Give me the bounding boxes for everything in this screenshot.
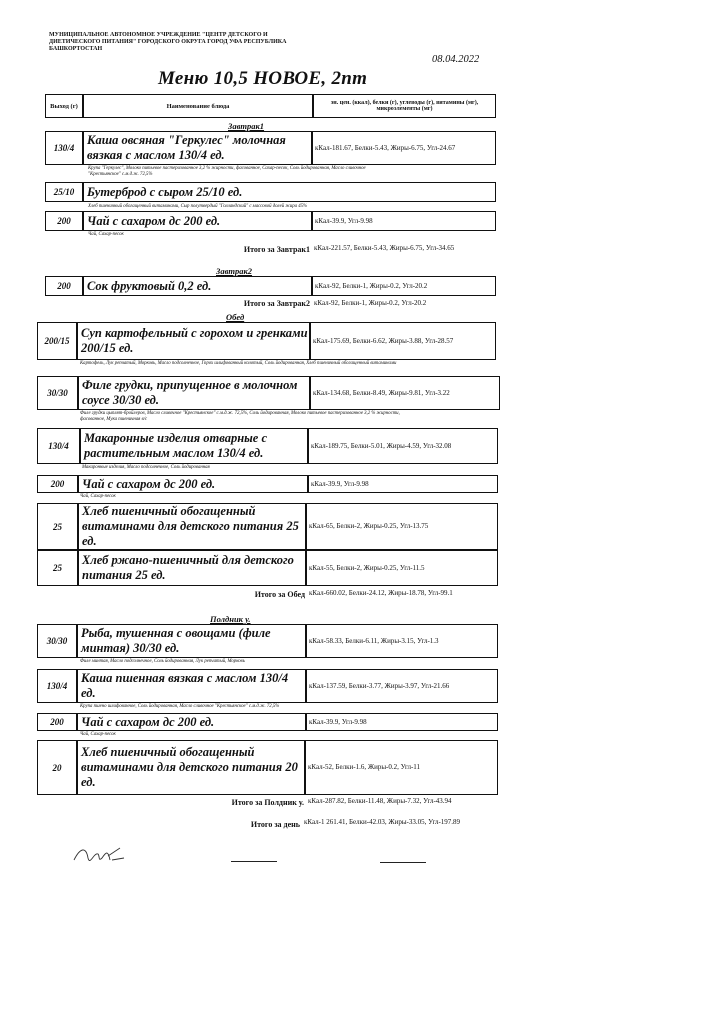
item-name: Бутерброд с сыром 25/10 ед. <box>83 182 496 202</box>
item-name: Чай с сахаром дс 200 ед. <box>78 475 308 493</box>
item-name: Хлеб ржано-пшеничный для детского питания 25 ед. <box>78 550 306 586</box>
item-qty: 130/4 <box>37 669 77 703</box>
signature-image <box>72 838 132 868</box>
item-ingredients: Макаронные изделия, Масло подсолнечное, Соль йодированная <box>82 465 210 470</box>
item-name: Чай с сахаром дс 200 ед. <box>77 713 306 731</box>
item-name: Хлеб пшеничный обогащенный витаминами для детского питания 25 ед. <box>78 503 306 550</box>
item-nutrition: кКал-134.68, Белки-8.49, Жиры-9.81, Угл-3.22 <box>310 376 500 410</box>
item-nutrition: кКал-137.59, Белки-3.77, Жиры-3.97, Угл-21.66 <box>306 669 498 703</box>
section-snack: Полдник у. <box>210 614 251 624</box>
item-qty: 25 <box>37 550 78 586</box>
item-qty: 200 <box>45 211 83 231</box>
item-qty: 25 <box>37 503 78 550</box>
item-nutrition: кКал-39.9, Угл-9.98 <box>312 211 496 231</box>
menu-date: 08.04.2022 <box>432 54 480 65</box>
item-nutrition: кКал-189.75, Белки-5.01, Жиры-4.59, Угл-32.08 <box>308 428 498 464</box>
item-qty: 200 <box>37 713 77 731</box>
item-nutrition: кКал-39.9, Угл-9.98 <box>308 475 498 493</box>
item-qty: 25/10 <box>45 182 83 202</box>
signature-line <box>231 861 277 862</box>
item-name: Филе грудки, припущенное в молочном соусе 30/30 ед. <box>78 376 310 410</box>
item-nutrition: кКал-52, Белки-1.6, Жиры-0.2, Угл-11 <box>305 740 498 795</box>
signature-line <box>380 862 426 863</box>
item-ingredients: Хлеб пшеничный обогащенный витаминами, Сыр полутвердый "Голландский" с массовой долей жира 45% <box>88 204 307 209</box>
item-ingredients: Чай, Сахар-песок <box>80 732 116 737</box>
item-ingredients: Чай, Сахар-песок <box>88 232 124 237</box>
item-ingredients: Чай, Сахар-песок <box>80 494 116 499</box>
item-name: Макаронные изделия отварные с растительным маслом 130/4 ед. <box>80 428 308 464</box>
item-qty: 30/30 <box>37 376 78 410</box>
item-ingredients: Филе минтая, Масло подсолнечное, Соль йодированная, Лук репчатый, Морковь <box>80 659 245 664</box>
section-lunch: Обед <box>226 312 245 322</box>
total-value: кКал-1 261.41, Белки-42.03, Жиры-33.05, Угл-197.89 <box>304 818 461 826</box>
item-ingredients: Филе грудки цыплят-бройлеров, Масло сливочное "Крестьянское" с.м.д.ж. 72,5%, Соль йодированная, Молоко питьевое пастеризованное 3,2 % жирности, фасованное, Мука пшеничная в/с <box>80 411 400 422</box>
item-ingredients: Крупа "Геркулес", Молоко питьевое пастеризованное 3,2 % жирности, фасованное, Сахар-песок, Соль йодированная, Масло сливочное "Крестьянское" с.м.д.ж. 72,5% <box>88 166 366 177</box>
item-ingredients: Картофель, Лук репчатый, Морковь, Масло подсолнечное, Горох шлифованный колотый, Соль йодированная, Хлеб пшеничный обогащенный витаминами <box>80 361 397 366</box>
item-name: Суп картофельный с горохом и гренками 200/15 ед. <box>77 322 310 360</box>
header-nutrition: эн. цен. (ккал), белки (г), углеводы (г), витамины (мг), микроэлементы (мг) <box>313 94 496 118</box>
menu-title: Меню 10,5 НОВОЕ, 2пт <box>158 68 368 89</box>
total-label: Итого за Завтрак2 <box>243 299 310 308</box>
item-name: Сок фруктовый 0,2 ед. <box>83 276 312 296</box>
total-label: Итого за Завтрак1 <box>243 245 310 254</box>
item-qty: 200/15 <box>37 322 77 360</box>
item-nutrition: кКал-181.67, Белки-5.43, Жиры-6.75, Угл-24.67 <box>312 131 496 165</box>
item-qty: 130/4 <box>37 428 80 464</box>
item-name: Каша овсяная "Геркулес" молочная вязкая с маслом 130/4 ед. <box>83 131 312 165</box>
item-name: Чай с сахаром дс 200 ед. <box>83 211 312 231</box>
header-dish-name: Наименование блюда <box>83 94 313 118</box>
item-name: Рыба, тушенная с овощами (филе минтая) 30/30 ед. <box>77 624 306 658</box>
item-qty: 200 <box>45 276 83 296</box>
total-label: Итого за Полдник у. <box>231 798 304 807</box>
item-nutrition: кКал-65, Белки-2, Жиры-0.25, Угл-13.75 <box>306 503 498 550</box>
total-value: кКал-660.02, Белки-24.12, Жиры-18.78, Угл-99.1 <box>309 589 453 597</box>
item-name: Каша пшенная вязкая с маслом 130/4 ед. <box>77 669 306 703</box>
item-qty: 200 <box>37 475 78 493</box>
total-value: кКал-221.57, Белки-5.43, Жиры-6.75, Угл-34.65 <box>314 244 455 252</box>
organization-name: МУНИЦИПАЛЬНОЕ АВТОНОМНОЕ УЧРЕЖДЕНИЕ "ЦЕНТР ДЕТСКОГО И ДИЕТИЧЕСКОГО ПИТАНИЯ" ГОРОДСКОГО ОКРУГА ГОРОД УФА РЕСПУБЛИКА БАШКОРТОСТАН <box>49 32 287 52</box>
item-qty: 130/4 <box>45 131 83 165</box>
item-name: Хлеб пшеничный обогащенный витаминами для детского питания 20 ед. <box>77 740 305 795</box>
section-breakfast1: Завтрак1 <box>228 121 265 131</box>
section-breakfast2: Завтрак2 <box>216 266 253 276</box>
total-label: Итого за день <box>250 820 300 829</box>
item-qty: 20 <box>37 740 77 795</box>
header-qty: Выход (г) <box>45 94 83 118</box>
total-value: кКал-92, Белки-1, Жиры-0.2, Угл-20.2 <box>314 299 427 307</box>
total-label: Итого за Обед <box>254 590 305 599</box>
item-nutrition: кКал-92, Белки-1, Жиры-0.2, Угл-20.2 <box>312 276 496 296</box>
item-nutrition: кКал-175.69, Белки-6.62, Жиры-3.88, Угл-28.57 <box>310 322 496 360</box>
total-value: кКал-287.82, Белки-11.48, Жиры-7.32, Угл-43.94 <box>308 797 452 805</box>
item-ingredients: Крупа пшено шлифованное, Соль йодированная, Масло сливочное "Крестьянское" с.м.д.ж. 72,5% <box>80 704 280 709</box>
item-nutrition: кКал-39.9, Угл-9.98 <box>306 713 498 731</box>
item-nutrition: кКал-58.33, Белки-6.11, Жиры-3.15, Угл-1.3 <box>306 624 498 658</box>
item-qty: 30/30 <box>37 624 77 658</box>
item-nutrition: кКал-55, Белки-2, Жиры-0.25, Угл-11.5 <box>306 550 498 586</box>
